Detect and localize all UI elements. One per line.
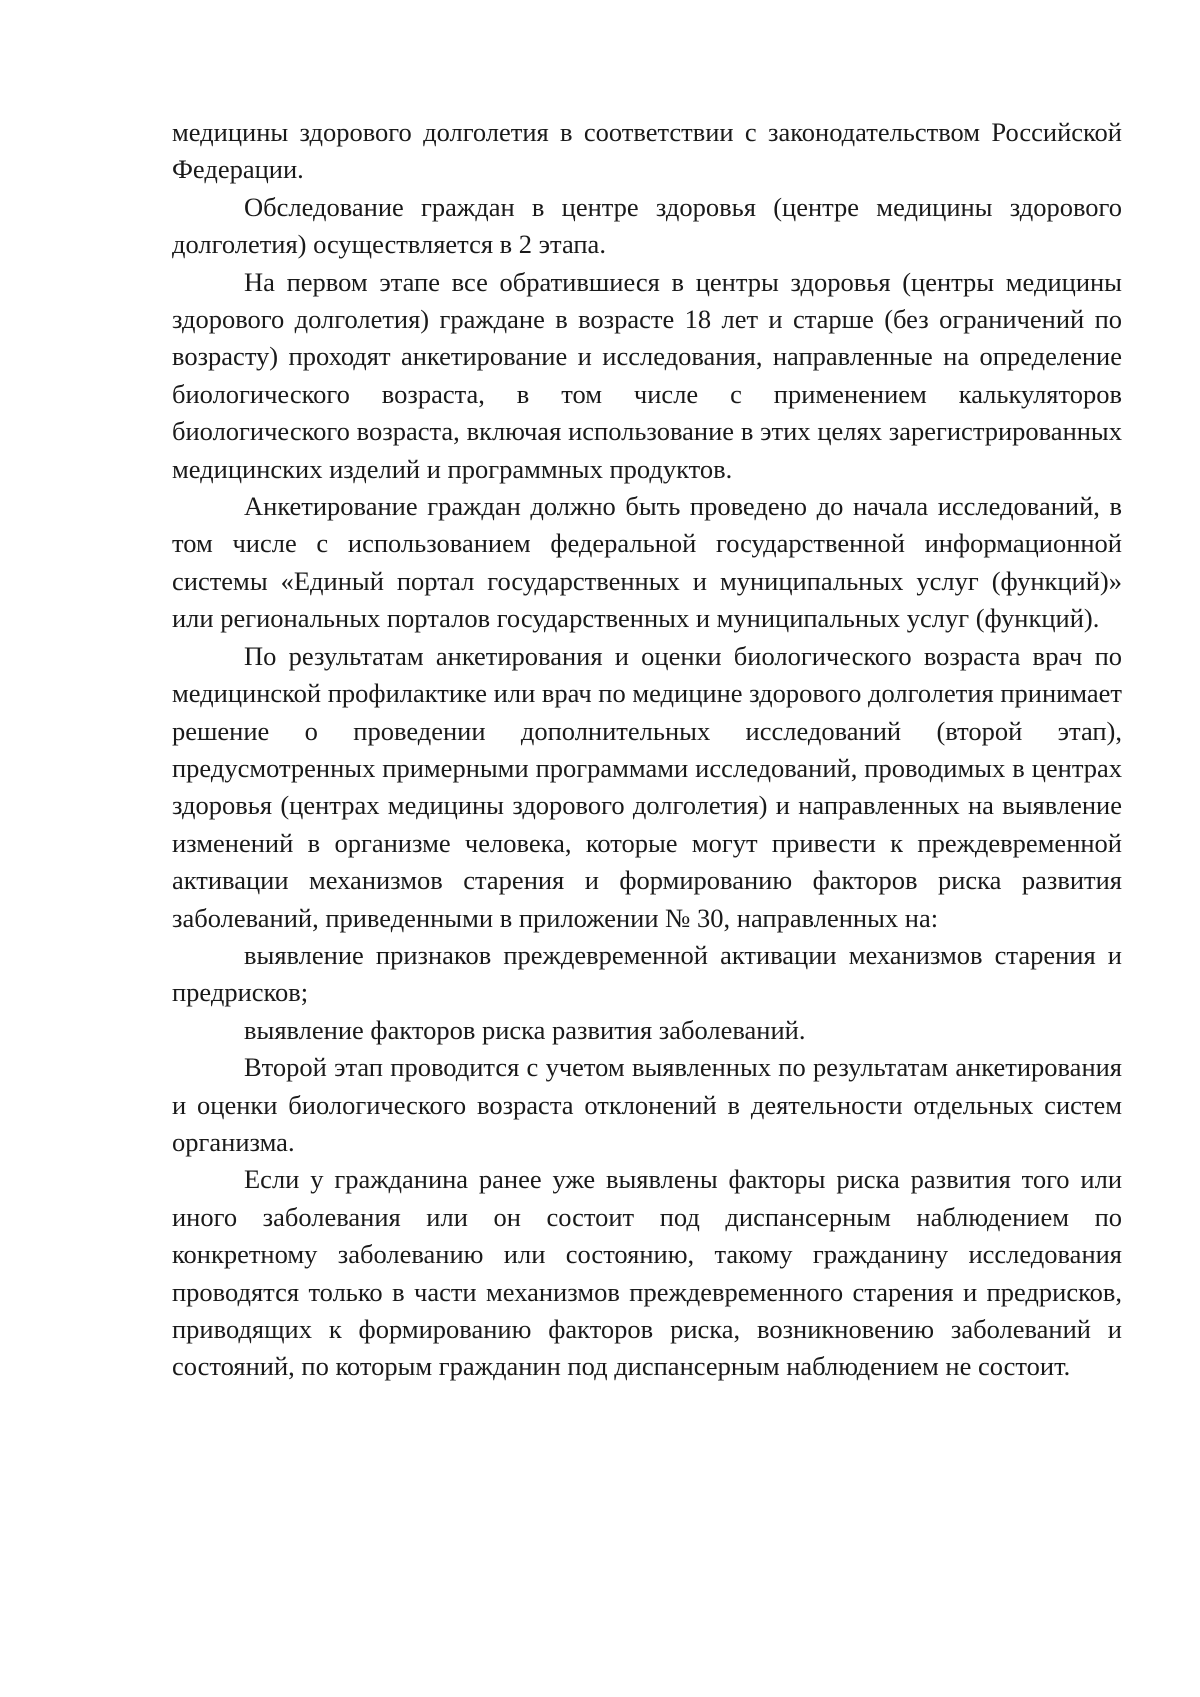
paragraph-first-stage: На первом этапе все обратившиеся в центры здоровья (центры медицины здорового долголетия) граждане в возрасте 18 лет и старше (без ограничений по возрасту) проходят анкетирование и исследования, направленные на определение биологического возраста, в том числе с применением калькуляторов биологического возраста, включая использование в этих целях зарегистрированных медицинских изделий и программных продуктов. [172, 266, 1122, 484]
paragraph-second-stage: Второй этап проводится с учетом выявленных по результатам анкетирования и оценки биологического возраста отклонений в деятельности отдельных систем организма. [172, 1052, 1122, 1157]
paragraph-existing-risk: Если у гражданина ранее уже выявлены факторы риска развития того или иного заболевания или он состоит под диспансерным наблюдением по конкретному заболеванию или состоянию, такому гражданину исследования проводятся только в части механизмов преждевременного старения и предрисков, приводящих к формированию факторов риска, возникновению заболеваний и состояний, по которым гражданин под диспансерным наблюдением не состоит. [172, 1164, 1122, 1382]
list-item-aging-signs: выявление признаков преждевременной активации механизмов старения и предрисков; [172, 939, 1122, 1008]
list-item-risk-factors: выявление факторов риска развития заболеваний. [244, 1014, 806, 1045]
paragraph-second-stage-decision: По результатам анкетирования и оценки биологического возраста врач по медицинской профилактике или врач по медицине здорового долголетия принимает решение о проведении дополнительных исследований (второй этап), предусмотренных примерными программами исследований, проводимых в центрах здоровья (центрах медицины здорового долголетия) и направленных на выявление изменений в организме человека, которые могут привести к преждевременной активации механизмов старения и формированию факторов риска развития заболеваний, приведенными в приложении № 30, направленных на: [172, 640, 1122, 933]
paragraph-stages-intro: Обследование граждан в центре здоровья (центре медицины здорового долголетия) осуществляется в 2 этапа. [172, 191, 1122, 260]
paragraph-questionnaire: Анкетирование граждан должно быть проведено до начала исследований, в том числе с использованием федеральной государственной информационной системы «Единый портал государственных и муниципальных услуг (функций)» или региональных порталов государственных и муниципальных услуг (функций). [172, 491, 1122, 634]
document-body [172, 114, 1122, 1386]
paragraph-continuation: медицины здорового долголетия в соответствии с законодательством Российской Федерации. [172, 117, 1122, 185]
